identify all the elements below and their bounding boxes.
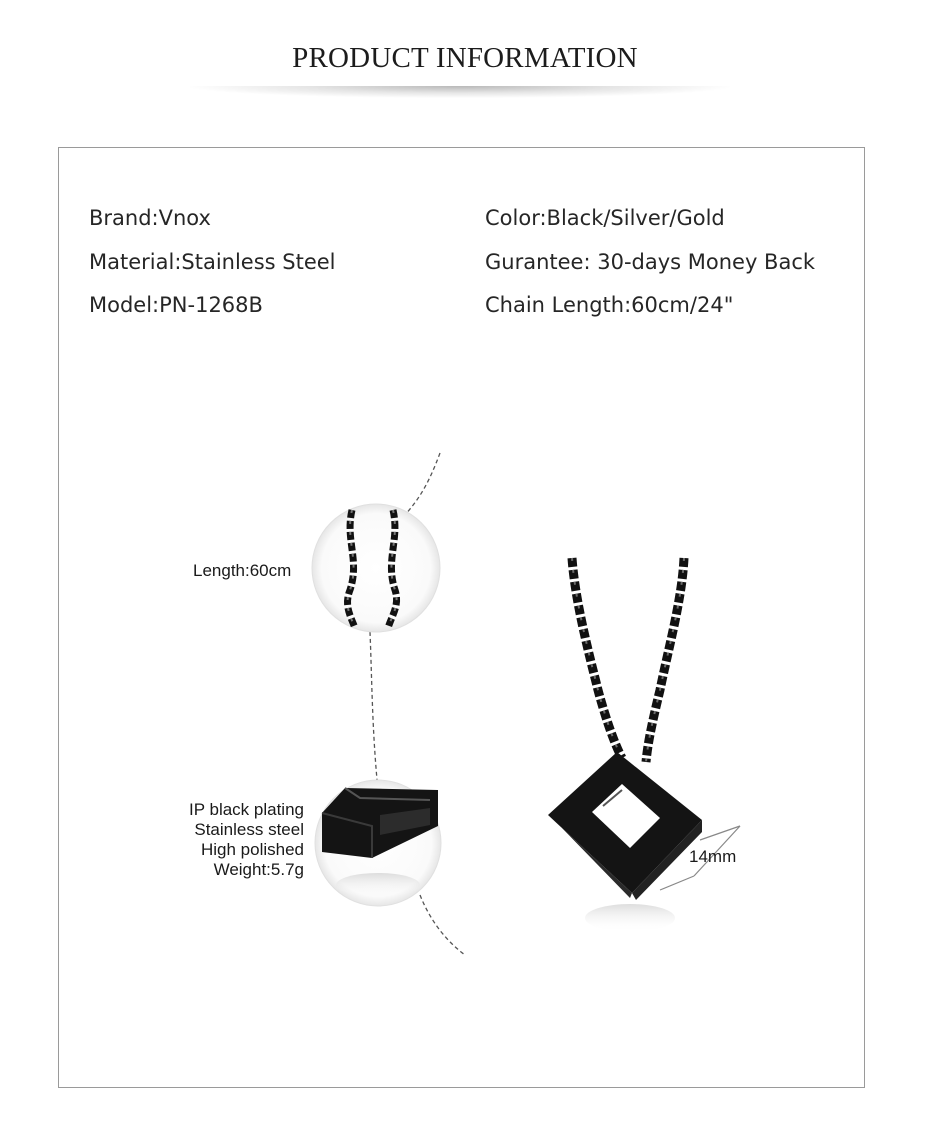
cube-pendant: [548, 752, 702, 932]
plating-label: IP black plating: [189, 800, 304, 819]
finish-details: [189, 800, 304, 880]
polish-label: High polished: [200, 840, 304, 859]
spec-material: Material:Stainless Steel: [89, 250, 336, 274]
guide-line: [400, 453, 440, 520]
weight-label: Weight:5.7g: [213, 860, 304, 879]
cube-size-label: 14mm: [689, 847, 737, 866]
spec-model: Model:PN-1268B: [89, 293, 263, 317]
spec-color: Color:Black/Silver/Gold: [485, 206, 725, 230]
spec-guarantee: Gurantee: 30-days Money Back: [485, 250, 816, 274]
spec-brand: Brand:Vnox: [89, 206, 211, 230]
necklace-chain: [572, 558, 684, 762]
chain-length-label: Length:60cm: [193, 561, 292, 580]
steel-label: Stainless steel: [194, 820, 304, 839]
chain-zoom-circle: [312, 504, 440, 632]
cube-corner-zoom-circle: [315, 780, 441, 906]
guide-line: [420, 895, 465, 955]
page-title: PRODUCT INFORMATION: [292, 42, 638, 74]
guide-line: [370, 632, 378, 790]
spec-chain-length: Chain Length:60cm/24": [485, 293, 734, 317]
